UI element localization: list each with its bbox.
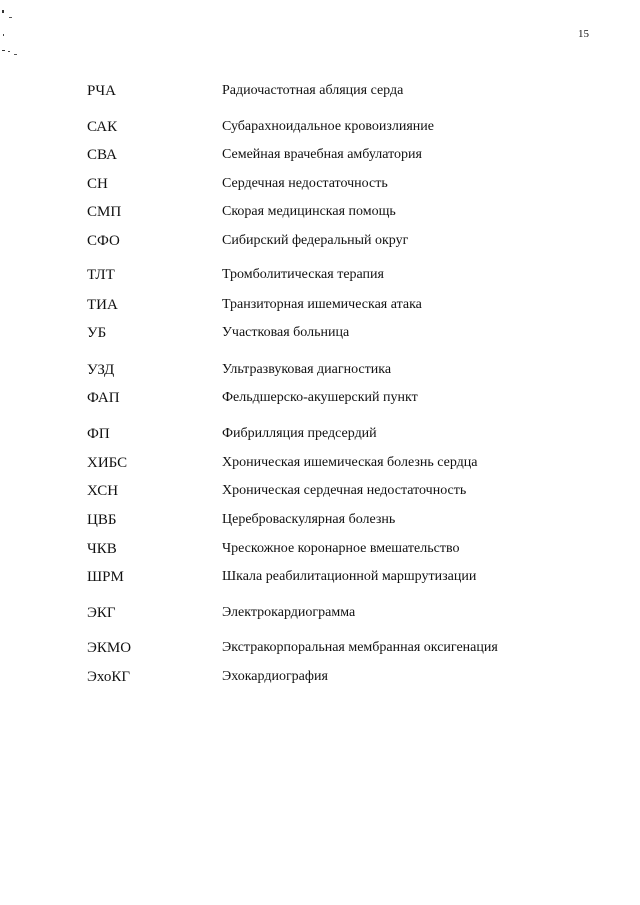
abbreviation-code: ЧКВ — [87, 541, 117, 557]
abbreviation-description: Сибирский федеральный округ — [222, 233, 409, 248]
abbreviation-row — [0, 509, 640, 531]
abbreviation-code: ЭКМО — [87, 640, 132, 656]
abbreviation-row — [0, 116, 640, 138]
abbreviation-description: Скорая медицинская помощь — [222, 204, 396, 219]
abbreviation-code: ЭКГ — [87, 605, 116, 621]
abbreviation-code: СВА — [87, 147, 117, 163]
abbreviation-description: Электрокардиограмма — [222, 605, 356, 620]
abbreviation-code: ТЛТ — [87, 267, 115, 283]
abbreviation-description: Экстракорпоральная мембранная оксигенация — [222, 640, 498, 655]
abbreviation-description: Участковая больница — [222, 325, 350, 340]
abbreviation-description: Семейная врачебная амбулатория — [222, 147, 422, 162]
abbreviation-code: РЧА — [87, 83, 116, 99]
abbreviation-row — [0, 294, 640, 316]
abbreviation-description: Фельдшерско-акушерский пункт — [222, 390, 418, 405]
abbreviation-description: Сердечная недостаточность — [222, 176, 388, 191]
abbreviation-code: ХСН — [87, 483, 119, 499]
abbreviation-code: СФО — [87, 233, 120, 249]
abbreviation-description: Цереброваскулярная болезнь — [222, 512, 396, 527]
abbreviation-code: ЦВБ — [87, 512, 117, 528]
abbreviation-description: Тромболитическая терапия — [222, 267, 384, 282]
abbreviation-code: УЗД — [87, 362, 115, 378]
abbreviation-row — [0, 201, 640, 223]
abbreviation-description: Хроническая ишемическая болезнь сердца — [222, 455, 478, 470]
abbreviation-code: СМП — [87, 204, 122, 220]
abbreviation-description: Фибрилляция предсердий — [222, 426, 377, 441]
abbreviation-description: Субарахноидальное кровоизлияние — [222, 119, 435, 134]
abbreviation-code: ТИА — [87, 297, 118, 313]
abbreviation-row — [0, 144, 640, 166]
abbreviation-row — [0, 452, 640, 474]
abbreviation-row — [0, 264, 640, 286]
abbreviation-row — [0, 359, 640, 381]
abbreviation-description: Чрескожное коронарное вмешательство — [222, 541, 460, 556]
abbreviation-description: Радиочастотная абляция серда — [222, 83, 404, 98]
abbreviation-code: САК — [87, 119, 118, 135]
abbreviation-code: ФАП — [87, 390, 120, 406]
abbreviation-code: УБ — [87, 325, 107, 341]
abbreviation-row — [0, 387, 640, 409]
abbreviation-description: Хроническая сердечная недостаточность — [222, 483, 467, 498]
abbreviation-description: Транзиторная ишемическая атака — [222, 297, 422, 312]
abbreviation-row — [0, 666, 640, 688]
abbreviation-description: Эхокардиография — [222, 669, 328, 684]
abbreviation-code: СН — [87, 176, 108, 192]
abbreviation-row — [0, 480, 640, 502]
abbreviation-row — [0, 566, 640, 588]
abbreviation-row — [0, 322, 640, 344]
abbreviation-row — [0, 230, 640, 252]
abbreviation-row — [0, 173, 640, 195]
abbreviation-code: ШРМ — [87, 569, 124, 585]
abbreviation-code: ХИБС — [87, 455, 128, 471]
abbreviation-row — [0, 602, 640, 624]
abbreviation-row — [0, 423, 640, 445]
abbreviation-description: Шкала реабилитационной маршрутизации — [222, 569, 477, 584]
abbreviation-code: ФП — [87, 426, 110, 442]
abbreviation-row — [0, 637, 640, 659]
abbreviation-row — [0, 538, 640, 560]
abbreviation-row — [0, 80, 640, 102]
abbreviation-description: Ультразвуковая диагностика — [222, 362, 392, 377]
abbreviation-code: ЭхоКГ — [87, 669, 131, 685]
page-number: 15 — [578, 28, 589, 40]
